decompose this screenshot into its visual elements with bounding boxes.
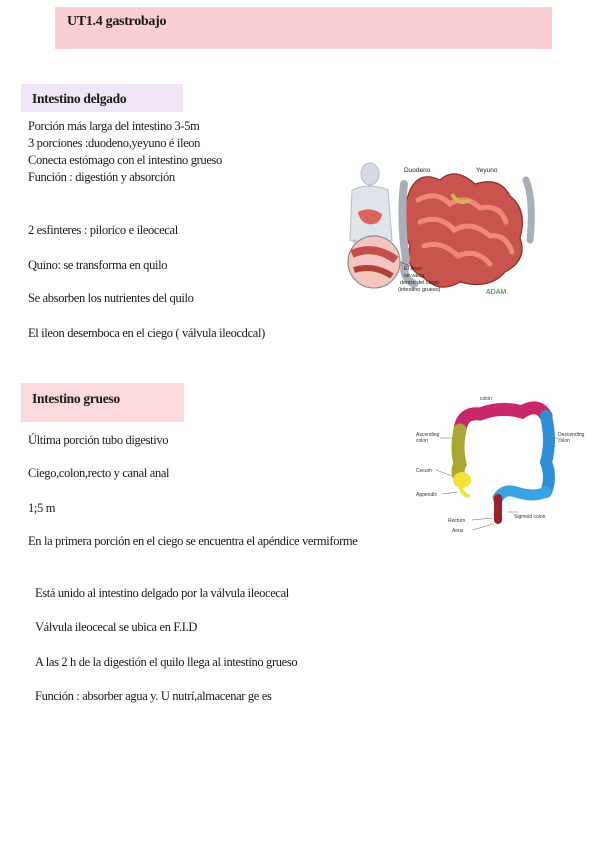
- label-rectum: Rectum: [448, 518, 466, 524]
- text-line: Válvula ileocecal se ubica en F.I.D: [35, 620, 198, 634]
- label-sigmoid-colon: Sigmoid colon: [514, 514, 546, 520]
- heading-text: Intestino grueso: [32, 391, 120, 406]
- text-line: 3 porciones :duodeno,yeyuno é ileon: [28, 136, 201, 150]
- label-appendix: Appendix: [416, 492, 437, 498]
- transverse-colon: [460, 408, 546, 430]
- descending-colon: [546, 416, 549, 492]
- ileocecal-inset: [348, 236, 400, 288]
- text-line: Quino: se transforma en quilo: [28, 258, 168, 272]
- text-line: Última porción tubo digestivo: [28, 433, 169, 447]
- adam-logo: ADAM.: [486, 289, 509, 296]
- ascending-colon: [458, 430, 460, 478]
- label-ileon: El íleon: [404, 266, 423, 272]
- text-line: Función : absorber agua y. U nutrí,almacenar ge es: [35, 689, 272, 703]
- small-intestine-illustration: [340, 160, 540, 300]
- text-line: Está unido al intestino delgado por la válvula ileocecal: [35, 586, 289, 600]
- text-line: A las 2 h de la digestión el quilo llega al intestino grueso: [35, 655, 298, 669]
- title-banner: [55, 7, 552, 49]
- label-duodeno: Duodeno: [404, 167, 431, 174]
- label-ileon: dentro del ciego: [400, 280, 440, 286]
- label-ascending-colon: colon: [416, 438, 428, 444]
- text-line: Se absorben los nutrientes del quilo: [28, 291, 194, 305]
- cecum: [453, 472, 471, 488]
- page-title: UT1.4 gastrobajo: [67, 14, 167, 29]
- label-descending-colon: colon: [558, 438, 570, 444]
- section-heading-large-intestine: [21, 383, 184, 422]
- label-cecum: Cecum: [416, 468, 432, 474]
- heading-text: Intestino delgado: [32, 91, 127, 106]
- text-line: Función : digestión y absorción: [28, 170, 175, 184]
- large-intestine-illustration: [412, 392, 592, 542]
- label-ileon: se vacía: [404, 273, 425, 279]
- sigmoid-colon: [498, 491, 546, 498]
- label-ascending-colon: Ascending: [416, 432, 440, 438]
- label-anus: Anus: [452, 528, 464, 534]
- label-descending-colon: Descending: [558, 432, 585, 438]
- text-line: El ileon desemboca en el ciego ( válvula ileocdcal): [28, 326, 265, 340]
- text-line: Conecta estómago con el intestino grueso: [28, 153, 222, 167]
- label-yeyuno: Yeyuno: [476, 167, 498, 174]
- section-heading-small-intestine: [21, 84, 183, 112]
- text-line: Porción más larga del intestino 3-5m: [28, 119, 200, 133]
- label-ileon: (intestino grueso): [398, 287, 441, 293]
- label-transverse-colon: colon: [480, 396, 492, 402]
- text-line: Ciego,colon,recto y canal anal: [28, 466, 170, 480]
- text-line: En la primera porción en el ciego se encuentra el apéndice vermiforme: [28, 534, 358, 548]
- text-line: 1;5 m: [28, 501, 56, 515]
- text-line: 2 esfinteres : pilorico e ileocecal: [28, 223, 178, 237]
